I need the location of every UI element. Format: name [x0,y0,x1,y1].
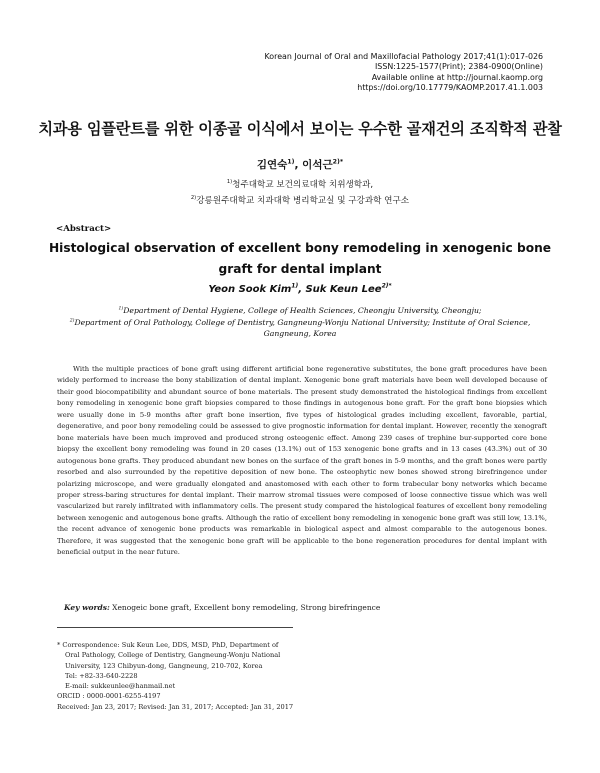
received-dates: Received: Jan 23, 2017; Revised: Jan 31, 2017; Accepted: Jan 31, 2017 [57,702,294,711]
journal-citation: Korean Journal of Oral and Maxillofacial Pathology 2017;41(1):017-026 [264,52,543,61]
journal-issn: ISSN:1225-1577(Print); 2384-0900(Online) [374,62,543,72]
english-aff-1-sup: 1) [118,306,124,312]
english-aff-2-text: Department of Oral Pathology, College of Dentistry, Gangneung-Wonju National University; Institute of Oral Science, [74,317,531,327]
keywords [64,603,380,612]
english-author-1: Yeon Sook Kim [208,284,292,295]
abstract-label: <Abstract> [56,224,112,234]
english-aff-2-sup: 2) [69,318,75,324]
english-aff-1-text: Department of Dental Hygiene, College of Health Sciences, Cheongju University, Cheongju; [123,306,482,315]
correspondence-line-1: * Correspondence: Suk Keun Lee, DDS, MSD, PhD, Department of [57,641,279,649]
journal-url[interactable]: Available online at http://journal.kaomp.org [371,72,543,82]
english-affiliations [50,305,550,340]
korean-author-1: 김연숙 [256,159,288,171]
korean-author-2: 이석근 [302,159,333,171]
english-author-2-sup: 2)* [381,282,392,290]
korean-author-1-sup: 1) [287,158,295,166]
journal-info [123,52,543,93]
korean-author-2-sup: 2)* [332,158,344,166]
english-title: Histological observation of excellent bony remodeling in xenogenic bone graft for dental implant [48,241,552,276]
correspondence-line-2: Oral Pathology, College of Dentistry, Gangneung-Wonju National [65,651,281,660]
korean-title: 치과용 임플란트를 위한 이종골 이식에서 보이는 우수한 골재건의 조직학적 관찰 [38,120,562,138]
korean-affiliation-2 [0,194,600,206]
english-author-2: Suk Keun Lee [305,284,382,295]
korean-aff-1-sup: 1) [226,179,233,186]
english-author-1-sup: 1) [291,282,299,290]
english-affiliation-3: Gangneung, Korea [263,329,337,339]
footnote-divider [57,627,293,628]
korean-aff-1-text: 청주대학교 보건의료대학 치위생학과, [232,180,374,190]
journal-doi[interactable]: https://doi.org/10.17779/KAOMP.2017.41.1.003 [357,82,543,92]
correspondence-footnote [57,640,307,712]
english-affiliation-2 [50,317,550,329]
orcid: ORCID : 0000-0001-6255-4197 [57,692,161,701]
korean-author-separator: , [294,159,303,171]
keywords-text: Xenogeic bone graft, Excellent bony remodeling, Strong birefringence [109,603,381,612]
correspondence-email[interactable]: E-mail: sukkeunlee@hanmail.net [65,682,176,691]
korean-aff-2-text: 강릉원주대학교 치과대학 병리학교실 및 구강과학 연구소 [196,196,410,206]
correspondence-line-3: University, 123 Chibyun-dong, Gangneung, 210-702, Korea [65,661,263,670]
english-affiliation-1 [50,305,550,317]
korean-aff-2-sup: 2) [190,195,197,202]
english-author-separator: , [298,284,306,295]
english-authors [0,284,600,295]
keywords-label: Key words: [64,603,110,612]
korean-affiliation-1 [0,178,600,190]
abstract-body: With the multiple practices of bone graft using different artificial bone regenerative substitutes, the bone graft procedures have been widely performed to increase the bony stabilization of dental implant. Xenogenic bone graft materials have been well developed because of their good biocompatibility and abundant source of bone materials. The present study demonstrated the histological findings from excellent bony remodeling in xenogenic bone graft biopsies compared to those findings in autogenous bone graft. For the graft bone biopsies which were usually done in 5-9 months after graft bone insertion, five types of histological grades including excellent, favorable, partial, degenerative, and poor bony remodeling could be assessed to give prognostic information for dental implant. However, recently the xenograft bone materials have been much improved and produced strong osteogenic effect. Among 239 cases of trephine bur-supported core bone biopsy the excellent bony remodeling was found in 20 cases (13.1%) out of 153 xenogenic bone grafts and in 13 cases (43.3%) out of 30 autogenous bone grafts. They produced abundant new bones on the surface of the graft bones in 5-9 months, and the graft bones were partly resorbed and also surrounded by the repetitive deposition of new bone. The osteophytic new bones showed strong birefringence under polarizing microscope, and were gradually elongated and anastomosed with each other to form trabecular bony networks which became proper stress-baring structures for dental implant. Their marrow stromal tissues were composed of loose connective tissue which was well vascularized but rarely infiltrated with inflammatory cells. The present study compared the histological features of excellent bony remodeling between xenogenic and autogenous bone grafts. Although the ratio of excellent bony remodeling in xenogenic bone graft was still low, 13.1%, the recent advance of xenogenic bone products was remarkable in biological aspect and almost comparable to the autogenous bones. Therefore, it was suggested that the xenogenic bone graft will be applicable to the bone regeneration procedures for dental implant with beneficial output in the near future. [57,365,547,557]
korean-authors [0,157,600,172]
correspondence-tel: Tel: +82-33-640-2228 [65,671,138,680]
